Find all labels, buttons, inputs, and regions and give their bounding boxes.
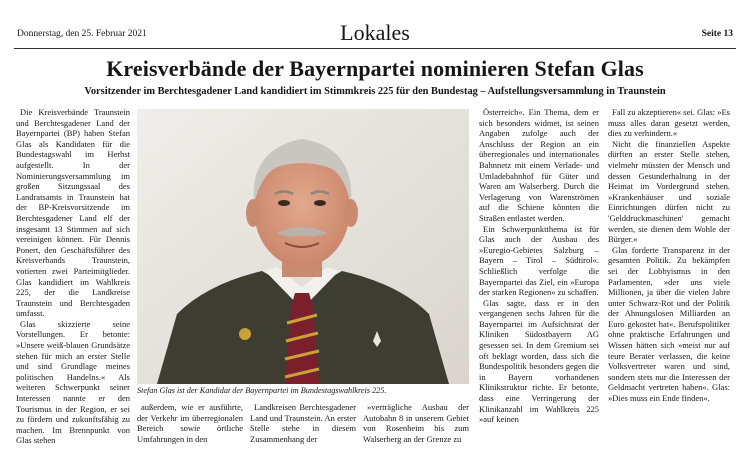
issue-date: Donnerstag, den 25. Februar 2021 — [17, 29, 147, 39]
page-number: Seite 13 — [701, 29, 733, 39]
text-column-2 — [137, 402, 243, 457]
header-rule — [14, 48, 736, 49]
article-subheadline: Vorsitzender im Berchtesgadener Land kandidiert im Stimmkreis 225 für den Bundestag – Aufstellungsversammlung in Traunstein — [84, 86, 666, 97]
paragraph: Ein Schwerpunktthema ist für Glas auch der Ausbau des »Euregio-Gebietes Salzburg – Bayern – Tirol – Südtirol«. Schließlich verfolge die Bayernpartei das Ziel, ein »Europa der starken Regionen« zu schaffen. — [479, 223, 599, 298]
section-title: Lokales — [340, 20, 410, 45]
text-column-3 — [250, 402, 356, 457]
paragraph: Fall zu akzeptieren« sei. Glas: »Es muss alles daran gesetzt werden, dies zu verhindern.« — [608, 107, 730, 139]
photo-caption: Stefan Glas ist der Kandidat der Bayernpartei im Bundestagswahlkreis 225. — [137, 386, 387, 395]
article-headline: Kreisverbände der Bayernpartei nominieren Stefan Glas — [106, 56, 644, 81]
text-column-6 — [608, 107, 730, 457]
paragraph: Glas sagte, dass er in den vergangenen sechs Jahren für die Bayernpartei im Aufsichtsrat der Kliniken Südostbayern AG gesessen sei. In dem Gremium sei oft beklagt worden, dass sich die Bundespolitik besonders gegen die in Bayern vorhandenen Klinikstruktur richte. Er betonte, dass eine Verringerung der Klinikanzahl im Wahlkreis 225 »auf keinen — [479, 297, 599, 425]
portrait-illustration — [137, 109, 469, 384]
paragraph: außerdem, wie er ausführte, der Verkehr im überregionalen Bereich sowie örtliche Umfahrungen in den — [137, 402, 243, 444]
paragraph: Nicht die finanziellen Aspekte dürften an erster Stelle stehen, vielmehr müssten der Mensch und dessen Gesunderhaltung in der Heimat im Vordergrund stehen. »Krankenhäuser und soziale Einrichtungen dürfen nicht zu 'Gelddruckmaschinen' gemacht werden, sie dienen dem Wohle der Bürger.« — [608, 138, 730, 245]
paragraph: Die Kreisverbände Traunstein und Berchtesgadener Land der Bayernpartei (BP) haben Stefan Glas als Kandidaten für die Bundestagswahl im Herbst aufgestellt. In der Nominierungsversammlung im großen Sitzungssaal des Landratsamts in Traunstein hat der BP-Kreisvorsitzende im Berchtesgadener Land elf der insgesamt 13 Stimmen auf sich vereinigen können. Für Dennis Ponert, den Geschäftsführer des Kreisverbands Traunstein, votierten zwei Parteimitglieder. Glas kandidiert im Wahlkreis 225, der die Landkreise Traunstein und Berchtesgaden umfasst. — [16, 107, 130, 319]
text-column-4 — [363, 402, 469, 457]
paragraph: Glas forderte Transparenz in der gesamten Politik. Zu bekämpfen sei der Lobbyismus in den Parlamenten, »der uns viele Millionen, ja über die vielen Jahre unter Schwarz-Rot und der Politik der Ahnungslosen Milliarden an Euro gekostet hat«. Berufspolitiker ohne praktische Erfahrungen und Wissen hätten sich »meist nur auf teure Berater verlassen, die keine Volksvertreter waren und sind, sondern stets nur die Interessen der Geldmacht vertreten haben«. Glas: »Dies muss ein Ende finden«. — [608, 244, 730, 404]
portrait-photo — [137, 109, 469, 384]
text-column-5 — [479, 107, 599, 457]
paragraph: »verträgliche Ausbau der Autobahn 8 in unserem Gebiet von Rosenheim bis zum Walserberg an der Grenze zu — [363, 402, 469, 444]
paragraph: Glas skizzierte seine Vorstellungen. Er betonte: »Unsere weiß-blauen Grundsätze stehen für mich an erster Stelle und sind Grundlage meines politischen Handelns.« Als weiteren Schwerpunkt seiner Interessen nannte er den Tourismus in der Region, er sei zu fördern und zukunftsfähig zu machen. Im Brennpunkt von Glas stehen — [16, 318, 130, 446]
paragraph: Landkreisen Berchtesgadener Land und Traunstein. An erster Stelle stehe in diesem Zusammenhang der — [250, 402, 356, 444]
text-column-1 — [16, 107, 130, 457]
paragraph: Österreich«. Ein Thema, dem er sich besonders widmet, ist seinen Angaben zufolge auch der Anschluss der Region an ein überregionales und internationales Bahnnetz mit einem Verlade- und Umladebahnhof für Güter und Waren am Walserberg. Durch die Verlagerung von Warenströmen auf die Schiene könnten die Straßen entlastet werden. — [479, 107, 599, 223]
